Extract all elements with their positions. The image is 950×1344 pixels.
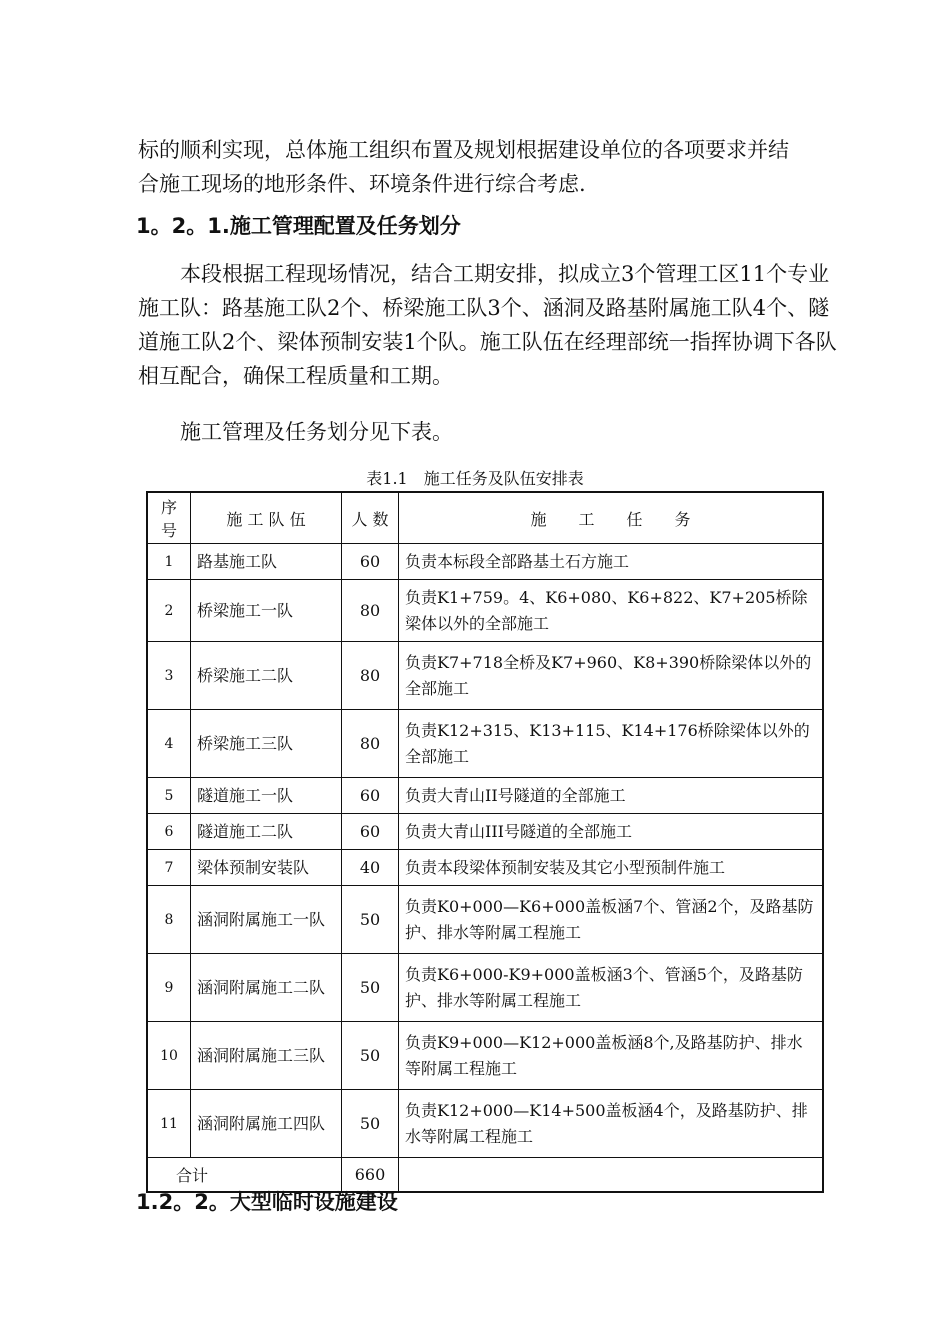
team-name: 涵洞附属施工三队 [191,1022,342,1090]
headcount: 50 [342,1090,399,1158]
team-name: 隧道施工一队 [191,778,342,814]
task-table [146,491,824,1193]
row-number: 11 [147,1090,191,1158]
team-name: 桥梁施工三队 [191,710,342,778]
task-description: 负责K1+759。4、K6+080、K6+822、K7+205桥除梁体以外的全部施工 [399,580,824,642]
headcount: 60 [342,778,399,814]
row-number: 1 [147,544,191,580]
headcount: 80 [342,710,399,778]
team-name: 隧道施工二队 [191,814,342,850]
row-number: 4 [147,710,191,778]
headcount: 50 [342,886,399,954]
row-number: 9 [147,954,191,1022]
table-row [147,850,823,886]
table-row [147,544,823,580]
row-number: 3 [147,642,191,710]
header-cell: 施 工 任 务 [399,492,824,544]
headcount: 60 [342,814,399,850]
row-number: 2 [147,580,191,642]
table-row [147,1090,823,1158]
row-number: 10 [147,1022,191,1090]
team-name: 路基施工队 [191,544,342,580]
task-description: 负责K0+000—K6+000盖板涵7个、管涵2个，及路基防护、排水等附属工程施工 [399,886,824,954]
header-cell: 序号 [147,492,191,544]
task-description: 负责K7+718全桥及K7+960、K8+390桥除梁体以外的全部施工 [399,642,824,710]
row-number: 8 [147,886,191,954]
headcount: 40 [342,850,399,886]
paragraph-line: 标的顺利实现，总体施工组织布置及规划根据建设单位的各项要求并结 [138,138,789,162]
table-caption: 表1.1 施工任务及队伍安排表 [366,469,584,488]
body-paragraph: 本段根据工程现场情况，结合工期安排，拟成立3个管理工区11个专业施工队：路基施工队2个、桥梁施工队3个、涵洞及路基附属施工队4个、隧道施工队2个、梁体预制安装1个队。施工队伍在经理部统一指挥协调下各队相互配合，确保工程质量和工期。 [138,262,837,388]
table-row [147,954,823,1022]
task-description: 负责本标段全部路基土石方施工 [399,544,824,580]
team-name: 梁体预制安装队 [191,850,342,886]
table-row [147,1022,823,1090]
total-label: 合计 [147,1158,342,1192]
table-header-row [147,492,823,544]
table-row [147,580,823,642]
table-row [147,642,823,710]
total-headcount: 660 [342,1158,399,1192]
headcount: 80 [342,580,399,642]
team-name: 涵洞附属施工四队 [191,1090,342,1158]
headcount: 80 [342,642,399,710]
table-row [147,778,823,814]
task-description: 负责K12+315、K13+115、K14+176桥除梁体以外的全部施工 [399,710,824,778]
table-row [147,814,823,850]
header-cell: 人 数 [342,492,399,544]
header-cell: 施 工 队 伍 [191,492,342,544]
task-description: 负责K6+000-K9+000盖板涵3个、管涵5个，及路基防护、排水等附属工程施工 [399,954,824,1022]
section-heading: 1。2。1.施工管理配置及任务划分 [136,214,461,238]
body-paragraph: 施工管理及任务划分见下表。 [180,420,453,444]
table-row [147,710,823,778]
headcount: 50 [342,954,399,1022]
row-number: 7 [147,850,191,886]
task-description: 负责K12+000—K14+500盖板涵4个，及路基防护、排水等附属工程施工 [399,1090,824,1158]
paragraph-line: 合施工现场的地形条件、环境条件进行综合考虑. [138,172,586,196]
row-number: 6 [147,814,191,850]
table-row [147,886,823,954]
section-heading: 1.2。2。大型临时设施建设 [136,1190,398,1214]
team-name: 桥梁施工一队 [191,580,342,642]
team-name: 桥梁施工二队 [191,642,342,710]
task-description: 负责本段梁体预制安装及其它小型预制件施工 [399,850,824,886]
task-description: 负责K9+000—K12+000盖板涵8个,及路基防护、排水等附属工程施工 [399,1022,824,1090]
team-name: 涵洞附属施工一队 [191,886,342,954]
task-description: 负责大青山III号隧道的全部施工 [399,814,824,850]
row-number: 5 [147,778,191,814]
total-task-cell [399,1158,824,1192]
headcount: 50 [342,1022,399,1090]
task-description: 负责大青山II号隧道的全部施工 [399,778,824,814]
team-name: 涵洞附属施工二队 [191,954,342,1022]
headcount: 60 [342,544,399,580]
